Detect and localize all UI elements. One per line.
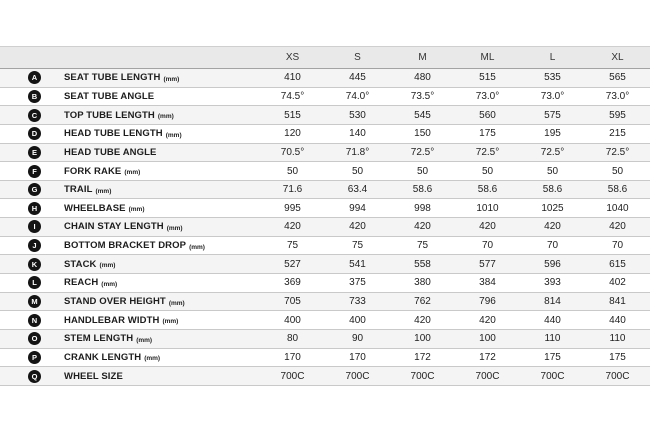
row-letter-badge: K xyxy=(28,258,41,271)
row-unit: (mm) xyxy=(166,224,183,232)
row-label-cell xyxy=(0,127,260,140)
value-cell-e-ml: 72.5° xyxy=(475,146,500,158)
row-label-cell xyxy=(0,71,260,84)
column-header-ml: ML xyxy=(480,52,495,63)
value-cell-g-xs: 71.6 xyxy=(282,184,303,196)
row-label: WHEEL SIZE xyxy=(64,370,123,382)
value-cell-p-s: 170 xyxy=(349,351,366,363)
value-cell-c-s: 530 xyxy=(349,109,366,121)
row-letter-badge: P xyxy=(28,351,41,364)
table-row-q xyxy=(0,367,650,386)
value-cell-n-m: 420 xyxy=(414,314,431,326)
value-cell-i-ml: 420 xyxy=(479,221,496,233)
value-cell-n-l: 440 xyxy=(544,314,561,326)
value-cell-m-xl: 841 xyxy=(609,296,626,307)
value-cell-j-ml: 70 xyxy=(481,240,494,252)
value-cell-o-ml: 100 xyxy=(479,333,496,345)
value-cell-c-xl: 595 xyxy=(609,109,626,121)
value-cell-q-s: 700C xyxy=(345,370,370,382)
table-row-p xyxy=(0,349,650,368)
row-label-cell xyxy=(0,314,260,327)
value-cell-k-l: 596 xyxy=(544,258,561,270)
row-label: STAND OVER HEIGHT xyxy=(64,296,166,307)
value-cell-o-l: 110 xyxy=(544,333,561,345)
row-label: SEAT TUBE ANGLE xyxy=(64,90,155,102)
value-cell-m-l: 814 xyxy=(544,296,561,307)
column-header-s: S xyxy=(354,52,361,63)
table-row-l xyxy=(0,274,650,293)
table-row-h xyxy=(0,199,650,218)
value-cell-q-ml: 700C xyxy=(475,370,500,382)
value-cell-i-l: 420 xyxy=(544,221,561,233)
value-cell-n-s: 400 xyxy=(349,314,366,326)
row-unit: (mm) xyxy=(162,318,179,326)
value-cell-e-xl: 72.5° xyxy=(605,146,630,158)
geometry-table xyxy=(0,46,650,386)
value-cell-e-xs: 70.5° xyxy=(280,146,305,158)
value-cell-k-xl: 615 xyxy=(609,258,626,270)
row-letter-badge: M xyxy=(28,295,41,308)
value-cell-i-xs: 420 xyxy=(284,221,301,233)
column-header-l: L xyxy=(549,52,556,63)
value-cell-o-xs: 80 xyxy=(286,333,299,345)
value-cell-m-ml: 796 xyxy=(479,296,496,307)
value-cell-h-ml: 1010 xyxy=(476,202,499,214)
row-letter-badge: A xyxy=(28,71,41,84)
row-label-cell xyxy=(0,295,260,308)
value-cell-a-s: 445 xyxy=(349,72,366,84)
row-letter-badge: L xyxy=(28,276,41,289)
column-header-xs: XS xyxy=(285,52,300,63)
value-cell-f-s: 50 xyxy=(351,165,364,177)
row-letter-badge: Q xyxy=(28,370,41,383)
row-label: TOP TUBE LENGTH xyxy=(64,109,155,121)
row-letter-badge: B xyxy=(28,90,41,103)
table-row-j xyxy=(0,237,650,256)
value-cell-f-xl: 50 xyxy=(611,165,624,177)
row-label-cell xyxy=(0,202,260,215)
value-cell-h-m: 998 xyxy=(414,202,431,214)
row-unit: (mm) xyxy=(144,355,161,363)
row-letter-badge: J xyxy=(28,239,41,252)
value-cell-a-xs: 410 xyxy=(284,72,301,84)
table-row-e xyxy=(0,144,650,163)
row-label: WHEELBASE xyxy=(64,202,126,214)
row-label-cell xyxy=(0,220,260,233)
value-cell-q-xl: 700C xyxy=(605,370,630,382)
value-cell-o-xl: 110 xyxy=(609,333,626,345)
row-label-cell xyxy=(0,258,260,271)
value-cell-m-s: 733 xyxy=(349,296,366,307)
value-cell-p-ml: 172 xyxy=(479,351,496,363)
value-cell-f-ml: 50 xyxy=(481,165,494,177)
table-header-row xyxy=(0,47,650,69)
row-label: FORK RAKE xyxy=(64,165,122,177)
value-cell-a-m: 480 xyxy=(414,72,431,84)
value-cell-b-xs: 74.5° xyxy=(280,90,305,102)
value-cell-g-s: 63.4 xyxy=(347,184,368,196)
row-label-cell xyxy=(0,370,260,383)
row-label-cell xyxy=(0,109,260,122)
row-letter-badge: O xyxy=(28,332,41,345)
row-unit: (mm) xyxy=(99,262,116,270)
value-cell-h-xs: 995 xyxy=(284,202,301,214)
row-label-cell xyxy=(0,276,260,289)
table-row-m xyxy=(0,293,650,312)
value-cell-l-m: 380 xyxy=(414,277,431,289)
value-cell-j-m: 75 xyxy=(416,240,429,252)
value-cell-g-ml: 58.6 xyxy=(477,184,498,196)
row-label: HEAD TUBE LENGTH xyxy=(64,128,163,140)
row-unit: (mm) xyxy=(128,206,145,214)
value-cell-i-m: 420 xyxy=(414,221,431,233)
value-cell-q-xs: 700C xyxy=(280,370,305,382)
value-cell-b-s: 74.0° xyxy=(345,90,370,102)
column-header-m: M xyxy=(418,52,427,63)
value-cell-k-s: 541 xyxy=(349,258,366,270)
row-label-cell xyxy=(0,332,260,345)
table-row-d xyxy=(0,125,650,144)
table-row-a xyxy=(0,69,650,88)
value-cell-n-xl: 440 xyxy=(609,314,626,326)
table-row-f xyxy=(0,162,650,181)
row-unit: (mm) xyxy=(168,299,185,307)
row-label: SEAT TUBE LENGTH xyxy=(64,72,161,84)
value-cell-m-m: 762 xyxy=(414,296,431,307)
table-row-k xyxy=(0,255,650,274)
value-cell-p-m: 172 xyxy=(414,351,431,363)
value-cell-d-ml: 175 xyxy=(479,128,496,140)
value-cell-q-l: 700C xyxy=(540,370,565,382)
value-cell-b-xl: 73.0° xyxy=(605,90,630,102)
value-cell-e-l: 72.5° xyxy=(540,146,565,158)
row-letter-badge: F xyxy=(28,165,41,178)
row-label: HANDLEBAR WIDTH xyxy=(64,314,160,326)
value-cell-d-s: 140 xyxy=(349,128,366,140)
value-cell-l-xl: 402 xyxy=(609,277,626,289)
value-cell-f-xs: 50 xyxy=(286,165,299,177)
value-cell-f-m: 50 xyxy=(416,165,429,177)
value-cell-f-l: 50 xyxy=(546,165,559,177)
value-cell-a-ml: 515 xyxy=(479,72,496,84)
value-cell-h-l: 1025 xyxy=(541,202,564,214)
row-label: BOTTOM BRACKET DROP xyxy=(64,240,187,252)
row-letter-badge: E xyxy=(28,146,41,159)
value-cell-b-l: 73.0° xyxy=(540,90,565,102)
value-cell-n-xs: 400 xyxy=(284,314,301,326)
value-cell-l-s: 375 xyxy=(349,277,366,289)
table-row-n xyxy=(0,311,650,330)
value-cell-d-m: 150 xyxy=(414,128,431,140)
value-cell-g-xl: 58.6 xyxy=(607,184,628,196)
column-header-xl: XL xyxy=(611,52,624,63)
row-letter-badge: H xyxy=(28,202,41,215)
value-cell-a-l: 535 xyxy=(544,72,561,84)
value-cell-c-l: 575 xyxy=(544,109,561,121)
value-cell-j-l: 70 xyxy=(546,240,559,252)
value-cell-b-ml: 73.0° xyxy=(475,90,500,102)
row-label-cell xyxy=(0,183,260,196)
value-cell-d-l: 195 xyxy=(544,128,561,140)
row-letter-badge: C xyxy=(28,109,41,122)
table-row-b xyxy=(0,88,650,107)
value-cell-c-xs: 515 xyxy=(284,109,301,121)
table-row-g xyxy=(0,181,650,200)
row-letter-badge: D xyxy=(28,127,41,140)
row-unit: (mm) xyxy=(95,187,112,195)
row-unit: (mm) xyxy=(136,336,153,344)
row-unit: (mm) xyxy=(124,169,141,177)
row-label: TRAIL xyxy=(64,184,93,196)
row-letter-badge: N xyxy=(28,314,41,327)
value-cell-p-xl: 175 xyxy=(609,351,626,363)
value-cell-p-xs: 170 xyxy=(284,351,301,363)
table-row-c xyxy=(0,106,650,125)
row-label: STACK xyxy=(64,258,97,270)
value-cell-d-xs: 120 xyxy=(284,128,301,140)
row-label: HEAD TUBE ANGLE xyxy=(64,146,157,158)
row-label-cell xyxy=(0,351,260,364)
value-cell-b-m: 73.5° xyxy=(410,90,435,102)
value-cell-c-ml: 560 xyxy=(479,109,496,121)
row-unit: (mm) xyxy=(165,131,182,139)
value-cell-q-m: 700C xyxy=(410,370,435,382)
table-body xyxy=(0,69,650,386)
row-label: REACH xyxy=(64,277,99,289)
row-label-cell xyxy=(0,90,260,103)
value-cell-l-xs: 369 xyxy=(284,277,301,289)
value-cell-o-s: 90 xyxy=(351,333,364,345)
value-cell-d-xl: 215 xyxy=(609,128,626,140)
row-unit: (mm) xyxy=(163,75,180,83)
value-cell-c-m: 545 xyxy=(414,109,431,121)
value-cell-g-l: 58.6 xyxy=(542,184,563,196)
table-row-o xyxy=(0,330,650,349)
value-cell-n-ml: 420 xyxy=(479,314,496,326)
row-unit: (mm) xyxy=(157,113,174,121)
value-cell-l-l: 393 xyxy=(544,277,561,289)
value-cell-k-m: 558 xyxy=(414,258,431,270)
value-cell-j-xs: 75 xyxy=(286,240,299,252)
row-letter-badge: G xyxy=(28,183,41,196)
row-label-cell xyxy=(0,239,260,252)
value-cell-i-s: 420 xyxy=(349,221,366,233)
value-cell-o-m: 100 xyxy=(414,333,431,345)
value-cell-a-xl: 565 xyxy=(609,72,626,84)
value-cell-k-xs: 527 xyxy=(284,258,301,270)
row-label: CHAIN STAY LENGTH xyxy=(64,221,164,233)
value-cell-h-xl: 1040 xyxy=(606,202,629,214)
row-label: CRANK LENGTH xyxy=(64,351,142,363)
value-cell-j-xl: 70 xyxy=(611,240,624,252)
value-cell-k-ml: 577 xyxy=(479,258,496,270)
value-cell-e-m: 72.5° xyxy=(410,146,435,158)
value-cell-i-xl: 420 xyxy=(609,221,626,233)
row-unit: (mm) xyxy=(189,243,205,251)
value-cell-j-s: 75 xyxy=(351,240,364,252)
value-cell-p-l: 175 xyxy=(544,351,561,363)
value-cell-l-ml: 384 xyxy=(479,277,496,289)
row-letter-badge: I xyxy=(28,220,41,233)
value-cell-h-s: 994 xyxy=(349,202,366,214)
value-cell-e-s: 71.8° xyxy=(345,146,370,158)
row-label-cell xyxy=(0,146,260,159)
row-label-cell xyxy=(0,165,260,178)
value-cell-g-m: 58.6 xyxy=(412,184,433,196)
row-unit: (mm) xyxy=(101,280,118,288)
table-row-i xyxy=(0,218,650,237)
value-cell-m-xs: 705 xyxy=(284,296,301,307)
row-label: STEM LENGTH xyxy=(64,333,134,345)
